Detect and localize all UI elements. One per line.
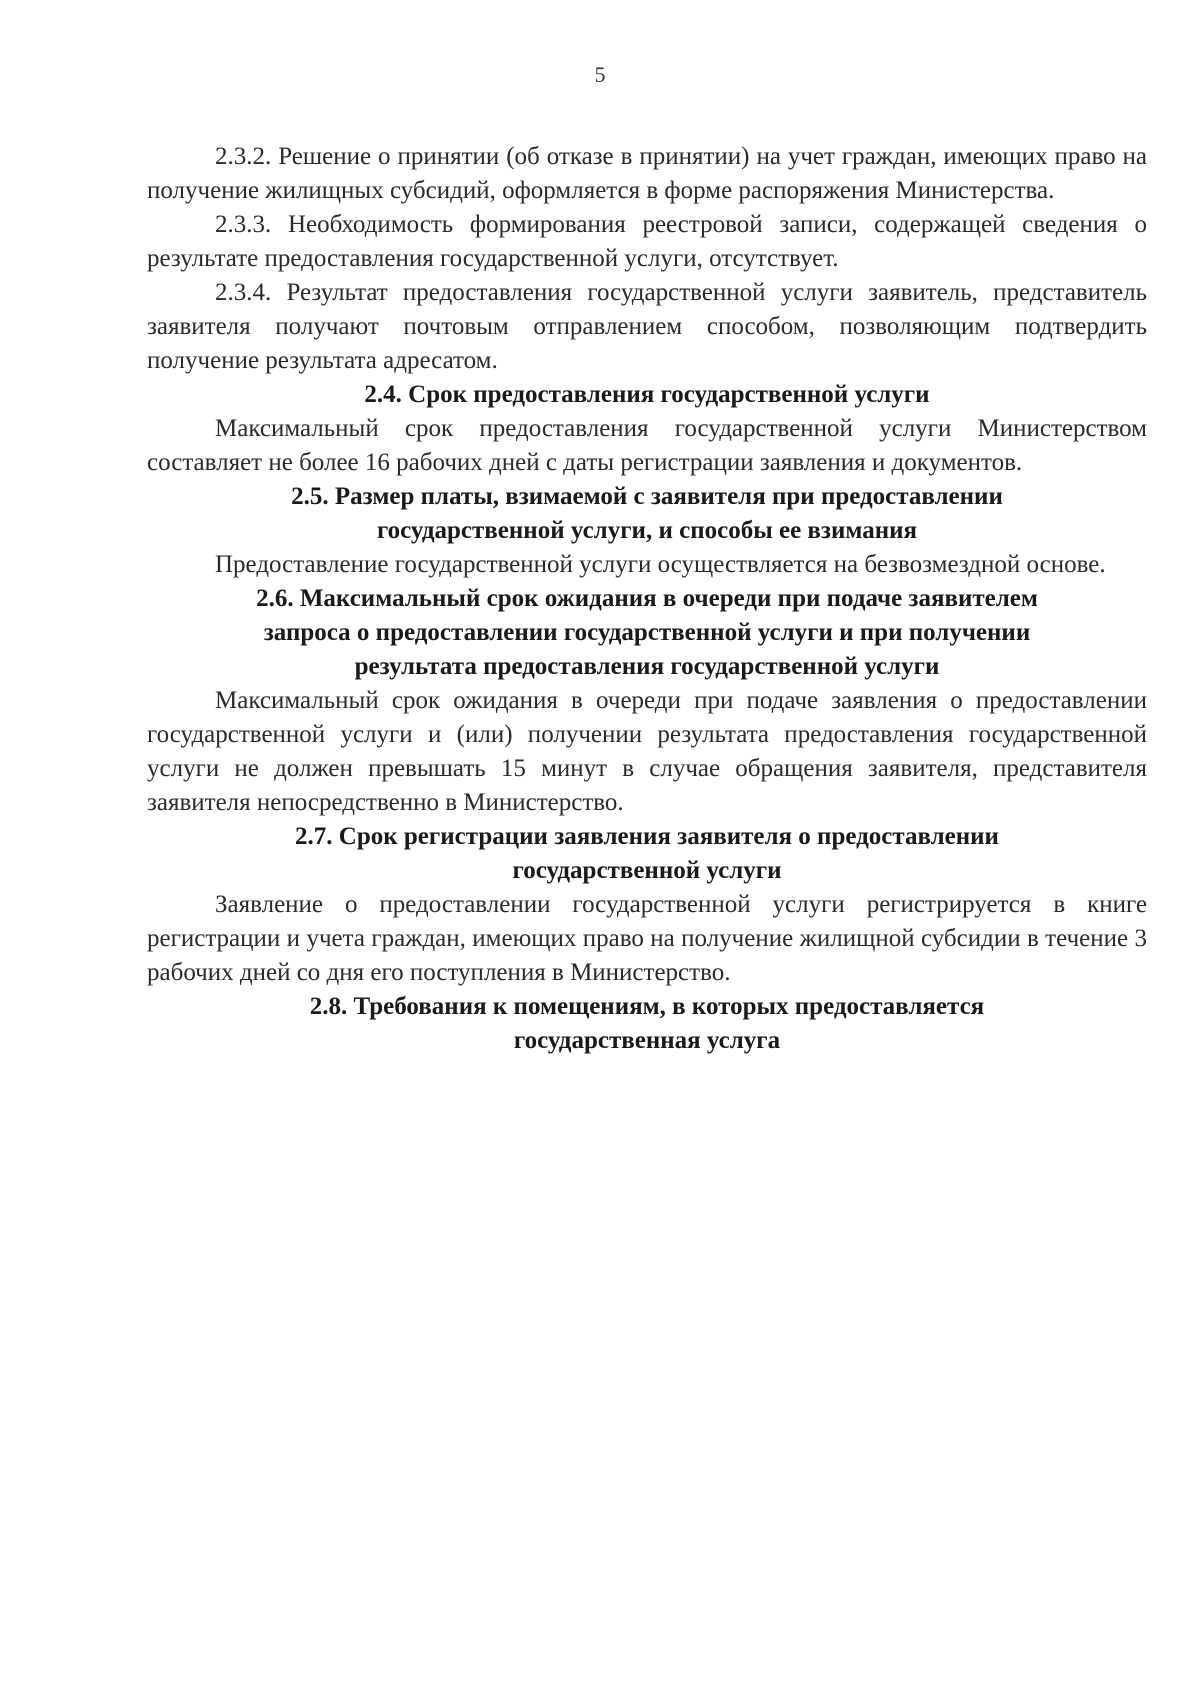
heading-2-6-line-1: 2.6. Максимальный срок ожидания в очереди при подаче заявителем [256, 585, 1038, 612]
heading-2-5-line-2: государственной услуги, и способы ее взимания [376, 517, 918, 544]
paragraph-2-5: Предоставление государственной услуги осуществляется на безвозмездной основе. [215, 551, 1106, 578]
document-body [147, 140, 1147, 1058]
heading-2-5 [147, 480, 1147, 548]
heading-2-7-line-2: государственной услуги [512, 857, 782, 884]
heading-2-5-line-1: 2.5. Размер платы, взимаемой с заявителя при предоставлении [291, 483, 1003, 510]
heading-2-8 [147, 990, 1147, 1058]
paragraph-2-3-3: 2.3.3. Необходимость формирования реестровой записи, содержащей сведения о результате предоставления государственной услуги, отсутствует. [147, 211, 1147, 272]
paragraph-2-3-4: 2.3.4. Результат предоставления государственной услуги заявитель, представитель заявителя получают почтовым отправлением способом, позволяющим подтвердить получение результата адресатом. [147, 279, 1147, 374]
paragraph-2-3-2: 2.3.2. Решение о принятии (об отказе в принятии) на учет граждан, имеющих право на получение жилищных субсидий, оформляется в форме распоряжения Министерства. [147, 143, 1147, 204]
heading-2-8-line-1: 2.8. Требования к помещениям, в которых предоставляется [309, 993, 985, 1020]
paragraph-2-4: Максимальный срок предоставления государственной услуги Министерством составляет не более 16 рабочих дней с даты регистрации заявления и документов. [147, 415, 1147, 476]
heading-2-7 [147, 820, 1147, 888]
heading-2-4: 2.4. Срок предоставления государственной услуги [364, 381, 930, 408]
paragraph-2-7: Заявление о предоставлении государственной услуги регистрируется в книге регистрации и учета граждан, имеющих право на получение жилищной субсидии в течение 3 рабочих дней со дня его поступления в Министерство. [147, 891, 1147, 986]
heading-2-8-line-2: государственная услуга [513, 1027, 781, 1054]
heading-2-6-line-2: запроса о предоставлении государственной услуги и при получении [263, 619, 1031, 646]
heading-2-7-line-1: 2.7. Срок регистрации заявления заявителя о предоставлении [295, 823, 999, 850]
paragraph-2-6: Максимальный срок ожидания в очереди при подаче заявления о предоставлении государственной услуги и (или) получении результата предоставления государственной услуги не должен превышать 15 минут в случае обращения заявителя, представителя заявителя непосредственно в Министерство. [147, 687, 1147, 816]
page-number: 5 [594, 62, 606, 87]
heading-2-6 [147, 582, 1147, 684]
heading-2-6-line-3: результата предоставления государственной услуги [354, 653, 940, 680]
